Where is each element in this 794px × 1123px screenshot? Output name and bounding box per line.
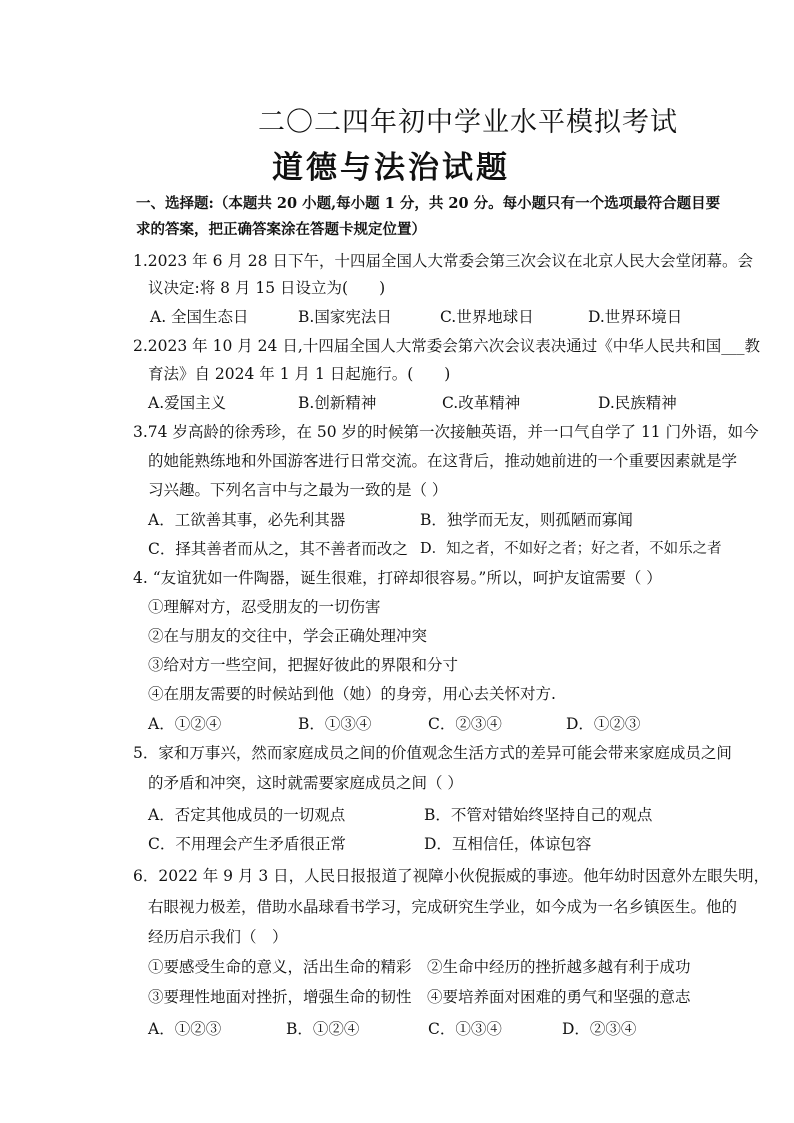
- question-1-option-b: B.国家宪法日: [298, 308, 392, 326]
- section-instructions-line-1: 一、选择题:（本题共 20 小题,每小题 1 分，共 20 分。每小题只有一个选项最符合题目要: [136, 195, 721, 212]
- question-5-option-a: A．否定其他成员的一切观点: [148, 806, 346, 824]
- exam-subject-title: 道德与法治试题: [272, 150, 510, 186]
- question-1-line-1: 1.2023 年 6 月 28 日下午，十四届全国人大常委会第三次会议在北京人民大会堂闭幕。会: [133, 252, 753, 270]
- question-4-option-d: D．①②③: [566, 715, 641, 733]
- question-6-statement-line-1: ①要感受生命的意义，活出生命的精彩 ②生命中经历的挫折越多越有利于成功: [148, 958, 691, 976]
- question-6-option-c: C．①③④: [428, 1020, 502, 1038]
- question-3-option-c: C．择其善者而从之，其不善者而改之: [148, 540, 408, 558]
- exam-title: 二〇二四年初中学业水平模拟考试: [258, 107, 678, 138]
- question-4-statement-1: ①理解对方，忍受朋友的一切伤害: [148, 598, 381, 616]
- question-5-line-1: 5．家和万事兴，然而家庭成员之间的价值观念生活方式的差异可能会带来家庭成员之间: [133, 744, 732, 762]
- question-3-line-3: 习兴趣。下列名言中与之最为一致的是（ ）: [148, 481, 448, 499]
- question-2-line-2: 育法》自 2024 年 1 月 1 日起施行。( ): [148, 365, 451, 383]
- question-2-option-c: C.改革精神: [442, 394, 521, 412]
- question-6-statement-line-2: ③要理性地面对挫折，增强生命的韧性 ④要培养面对困难的勇气和坚强的意志: [148, 988, 691, 1006]
- question-3-option-d: D．知之者，不如好之者；好之者，不如乐之者: [420, 541, 722, 557]
- question-3-option-b: B．独学而无友，则孤陋而寡闻: [420, 511, 633, 529]
- question-5-option-b: B．不管对错始终坚持自己的观点: [424, 806, 653, 824]
- question-6-line-3: 经历启示我们（ ）: [148, 928, 288, 946]
- question-3-line-1: 3.74 岁高龄的徐秀珍，在 50 岁的时候第一次接触英语，并一口气自学了 11 门外语，如今: [133, 423, 759, 441]
- question-2-option-a: A.爱国主义: [148, 394, 227, 412]
- question-1-option-a: A. 全国生态日: [150, 308, 249, 326]
- question-3-option-a: A．工欲善其事，必先利其器: [148, 511, 346, 529]
- question-4-option-a: A．①②④: [148, 715, 222, 733]
- question-6-option-d: D．②③④: [562, 1020, 637, 1038]
- question-2-option-d: D.民族精神: [598, 394, 677, 412]
- section-instructions-line-2: 求的答案，把正确答案涂在答题卡规定位置）: [136, 221, 426, 238]
- question-4-option-b: B．①③④: [298, 715, 372, 733]
- question-1-line-2: 议决定:将 8 月 15 日设立为( ): [148, 279, 386, 297]
- question-4-statement-4: ④在朋友需要的时候站到他（她）的身旁，用心去关怀对方.: [148, 685, 556, 703]
- question-5-option-d: D．互相信任，体谅包容: [424, 835, 592, 853]
- question-3-line-2: 的她能熟练地和外国游客进行日常交流。在这背后，推动她前进的一个重要因素就是学: [148, 452, 738, 470]
- question-4-statement-2: ②在与朋友的交往中，学会正确处理冲突: [148, 627, 428, 645]
- question-5-option-c: C．不用理会产生矛盾很正常: [148, 835, 346, 853]
- question-1-option-c: C.世界地球日: [440, 308, 534, 326]
- question-4-statement-3: ③给对方一些空间，把握好彼此的界限和分寸: [148, 656, 459, 674]
- question-6-option-a: A．①②③: [148, 1020, 222, 1038]
- question-4-option-c: C．②③④: [428, 715, 502, 733]
- question-1-option-d: D.世界环境日: [588, 308, 683, 326]
- question-6-line-1: 6．2022 年 9 月 3 日，人民日报报道了视障小伙倪振威的事迹。他年幼时因意外左眼失明，: [133, 867, 770, 885]
- question-5-line-2: 的矛盾和冲突，这时就需要家庭成员之间（ ）: [148, 774, 463, 792]
- question-6-option-b: B．①②④: [286, 1020, 360, 1038]
- question-2-option-b: B.创新精神: [298, 394, 377, 412]
- question-2-line-1: 2.2023 年 10 月 24 日,十四届全国人大常委会第六次会议表决通过《中华人民共和国___教: [133, 337, 760, 355]
- question-6-line-2: 右眼视力极差，借助水晶球看书学习，完成研究生学业，如今成为一名乡镇医生。他的: [148, 898, 738, 916]
- question-4-line-1: 4. “友谊犹如一件陶器，诞生很难，打碎却很容易。”所以，呵护友谊需要（ ）: [133, 569, 662, 587]
